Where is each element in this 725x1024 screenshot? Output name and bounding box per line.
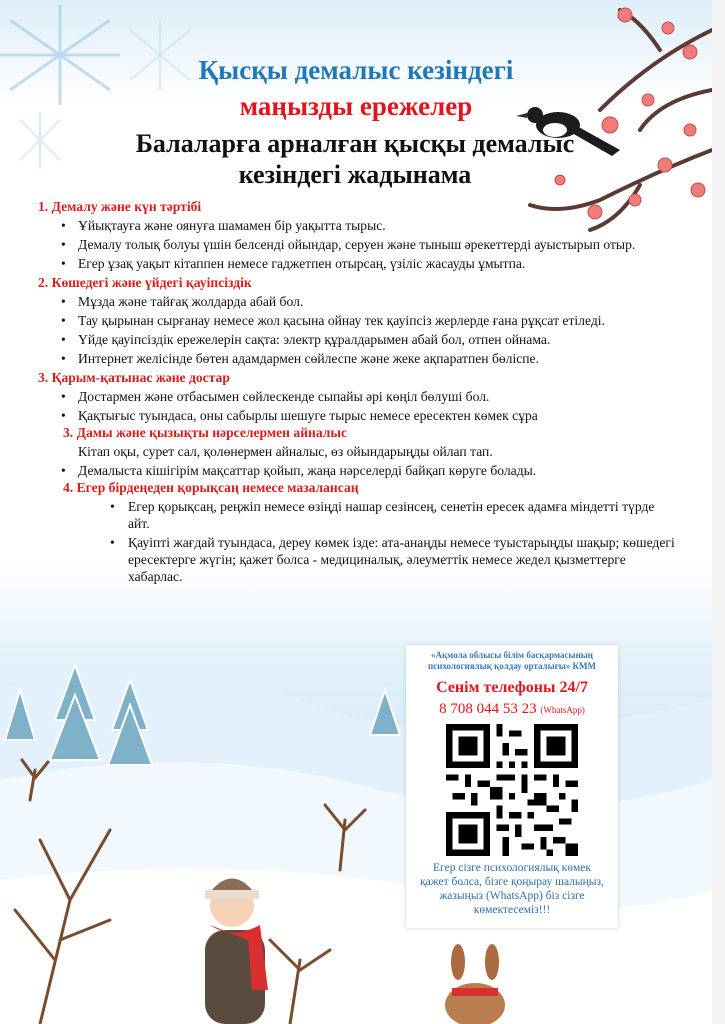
list-item: • Достармен және отбасымен сөйлескенде сыпайы әрі көңіл бөлуші бол. [38,388,678,405]
list-item: • Демалыста кішігірім мақсаттар қойып, жаңа нәрселерді байқап көруге болады. [38,462,678,479]
subtitle-memo: Балаларға арналған қысқы демалыс кезіндегі жадынама [135,129,575,189]
list-item: • Қауіпті жағдай туындаса, дереу көмек ізде: ата-анаңды немесе туыстарыңды шақыр; көшедегі ересектерге жүгін; қажет болса - медициналық, әлеуметтік немесе жедел қызметтерге хабарлас. [38,534,678,585]
qr-code-icon[interactable] [446,724,578,856]
phone-note: (WhatsApp) [540,705,585,715]
subsection-heading-4: 4. Егер бірдеңеден қорықсаң немесе мазалансаң [63,480,359,495]
page-edge [712,0,725,1024]
list-item: • Мұзда және тайғақ жолдарда абай бол. [38,293,678,310]
list-item: • Қақтығыс туындаса, оны сабырлы шешуге тырыс немесе ересектен көмек сұра [38,407,678,424]
section-heading-3: 3. Қарым-қатынас және достар [38,370,230,385]
organization-name: «Ақмола облысы білім басқармасының психологиялық қолдау орталығы» КММ [427,650,597,671]
list-item: • Үйде қауіпсіздік ережелерін сақта: электр құралдарымен абай бол, отпен ойнама. [38,331,678,348]
section-heading-1: 1. Демалу және күн тәртібі [38,199,202,214]
section-heading-2: 2. Көшедегі және үйдегі қауіпсіздік [38,275,252,290]
list-item: • Ұйықтауға және оянуға шамамен бір уақытта тырыс. [38,217,678,234]
list-item: • Егер қорықсаң, реңжіп немесе өзіңді нашар сезінсең, сенетін ересек адамға міндетті түрде айт. [38,498,678,532]
hotline-infobox [406,645,618,928]
hotline-title: Сенім телефоны 24/7 [436,679,588,696]
help-message: Егер сізге психологиялық көмек қажет болса, бізге қоңырау шалыңыз, жазыңыз (WhatsApp) біз сізге көмектесеміз!!! [420,862,604,916]
subsection-heading-3: 3. Дамы және қызықты нәрселермен айналыс [63,425,348,440]
title-line-2: маңызды ережелер [239,91,473,121]
list-item: • Демалу толық болуы үшін белсенді ойындар, серуен және тыныш әрекеттерді ауыстырып отыр. [38,236,678,253]
rules-content [38,196,678,585]
plain-text-line: Кітап оқы, сурет сал, қолөнермен айналыс, өз ойындарыңды ойлап тап. [78,444,493,459]
phone-number-text: 8 708 044 53 23 [439,701,537,717]
title-line-1: Қысқы демалыс кезіндегі [198,55,514,85]
list-item: • Тау қырынан сырғанау немесе жол қасына ойнау тек қауіпсіз жерлерде ғана рұқсат етіледі. [38,312,678,329]
list-item: • Егер ұзақ уақыт кітаппен немесе гаджетпен отырсаң, үзіліс жасауды ұмытпа. [38,255,678,272]
list-item: • Интернет желісінде бөтен адамдармен сөйлеспе және жеке ақпаратпен бөліспе. [38,350,678,367]
phone-number[interactable] [406,701,618,718]
